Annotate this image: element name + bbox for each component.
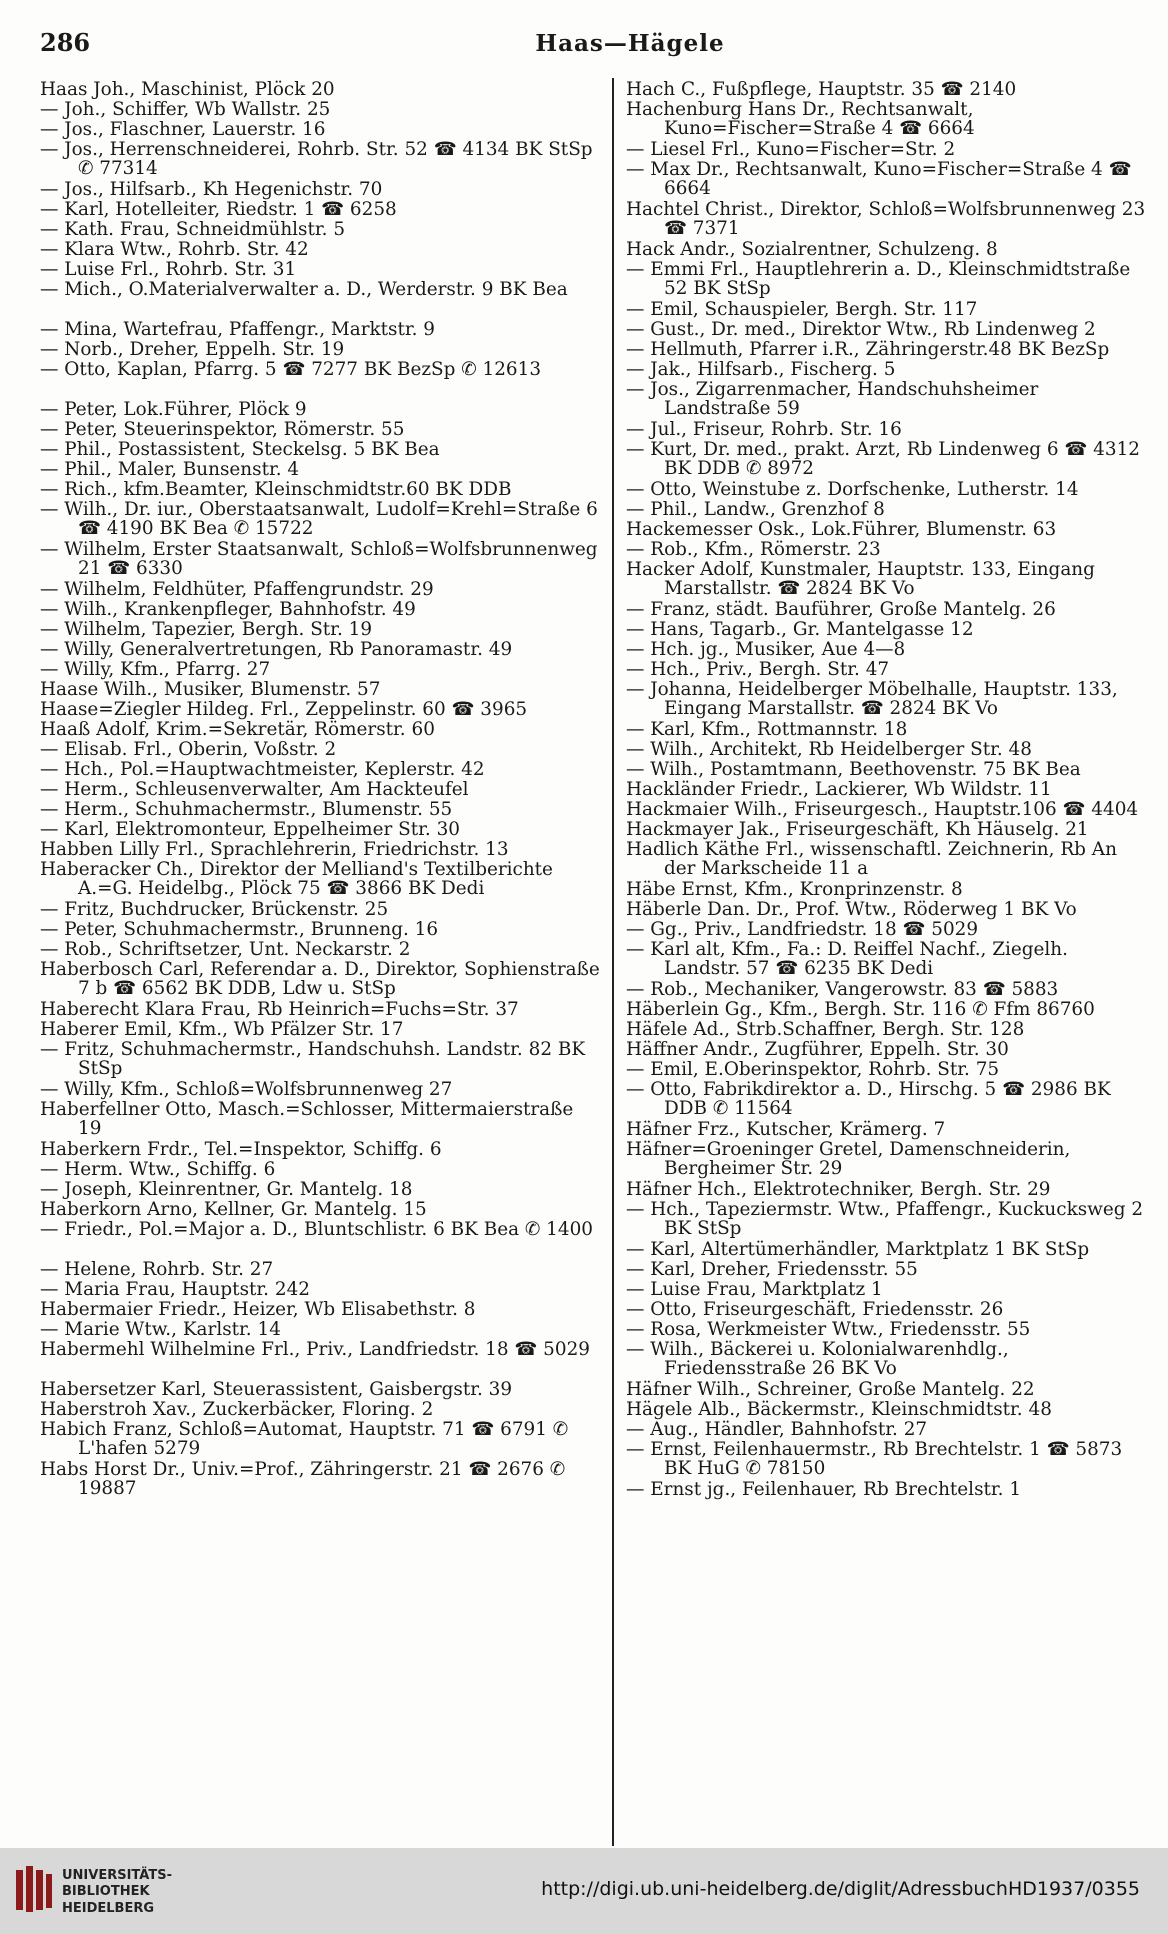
directory-entry: — Kurt, Dr. med., prakt. Arzt, Rb Lindenweg 6 ☎ 4312 BK DDB ✆ 8972 — [626, 440, 1140, 480]
directory-entry: — Herm., Schleusenverwalter, Am Hackteufel — [40, 780, 469, 800]
directory-entry: — Joseph, Kleinrentner, Gr. Mantelg. 18 — [40, 1180, 413, 1200]
directory-entry: — Karl, Dreher, Friedensstr. 55 — [626, 1260, 918, 1280]
directory-entry: Haberer Emil, Kfm., Wb Pfälzer Str. 17 — [40, 1020, 404, 1040]
directory-entry: — Rob., Kfm., Römerstr. 23 — [626, 540, 881, 560]
directory-entry: — Hch. jg., Musiker, Aue 4—8 — [626, 640, 906, 660]
right-column — [626, 80, 1150, 1500]
directory-entry: Habersetzer Karl, Steuerassistent, Gaisbergstr. 39 — [40, 1380, 513, 1400]
directory-entry: Häfner Hch., Elektrotechniker, Bergh. Str. 29 — [626, 1180, 1051, 1200]
directory-entry: — Klara Wtw., Rohrb. Str. 42 — [40, 240, 309, 260]
library-name-line: BIBLIOTHEK — [62, 1884, 150, 1900]
directory-entry: Haberkern Frdr., Tel.=Inspektor, Schiffg. 6 — [40, 1140, 442, 1160]
directory-entry: — Karl, Hotelleiter, Riedstr. 1 ☎ 6258 — [40, 200, 397, 220]
directory-entry: — Luise Frau, Marktplatz 1 — [626, 1280, 883, 1300]
directory-entry: Hach C., Fußpflege, Hauptstr. 35 ☎ 2140 — [626, 80, 1017, 100]
directory-entry: — Phil., Landw., Grenzhof 8 — [626, 500, 885, 520]
directory-entry: — Marie Wtw., Karlstr. 14 — [40, 1320, 281, 1340]
directory-entry: — Wilhelm, Feldhüter, Pfaffengrundstr. 29 — [40, 580, 434, 600]
directory-entry: — Johanna, Heidelberger Möbelhalle, Hauptstr. 133, Eingang Marstallstr. ☎ 2824 BK Vo — [626, 680, 1118, 720]
page-number: 286 — [40, 28, 91, 57]
directory-entry: — Elisab. Frl., Oberin, Voßstr. 2 — [40, 740, 337, 760]
directory-entry: Haberfellner Otto, Masch.=Schlosser, Mittermaierstraße 19 — [40, 1100, 574, 1140]
directory-entry: — Jak., Hilfsarb., Fischerg. 5 — [626, 360, 896, 380]
directory-entry: — Wilh., Architekt, Rb Heidelberger Str. 48 — [626, 740, 1032, 760]
directory-entry: — Liesel Frl., Kuno=Fischer=Str. 2 — [626, 140, 956, 160]
directory-entry: — Jul., Friseur, Rohrb. Str. 16 — [626, 420, 902, 440]
directory-entry: — Kath. Frau, Schneidmühlstr. 5 — [40, 220, 346, 240]
directory-entry: — Wilhelm, Erster Staatsanwalt, Schloß=Wolfsbrunnenweg 21 ☎ 6330 — [40, 540, 598, 580]
directory-entry: — Willy, Kfm., Schloß=Wolfsbrunnenweg 27 — [40, 1080, 453, 1100]
directory-entry: Hackmaier Wilh., Friseurgesch., Hauptstr.106 ☎ 4404 — [626, 800, 1139, 820]
directory-entry: — Aug., Händler, Bahnhofstr. 27 — [626, 1420, 928, 1440]
directory-entry: — Luise Frl., Rohrb. Str. 31 — [40, 260, 297, 280]
directory-entry: — Hch., Pol.=Hauptwachtmeister, Keplerstr. 42 — [40, 760, 485, 780]
directory-entry: Habich Franz, Schloß=Automat, Hauptstr. 71 ☎ 6791 ✆ L'hafen 5279 — [40, 1420, 569, 1460]
directory-entry: — Otto, Friseurgeschäft, Friedensstr. 26 — [626, 1300, 1004, 1320]
directory-entry: Hackemesser Osk., Lok.Führer, Blumenstr. 63 — [626, 520, 1057, 540]
directory-entry: — Willy, Kfm., Pfarrg. 27 — [40, 660, 271, 680]
directory-entry: — Jos., Zigarrenmacher, Handschuhsheimer Landstraße 59 — [626, 380, 1039, 420]
directory-entry: Häfner Wilh., Schreiner, Große Mantelg. 22 — [626, 1380, 1035, 1400]
directory-entry: — Max Dr., Rechtsanwalt, Kuno=Fischer=Straße 4 ☎ 6664 — [626, 160, 1132, 200]
directory-entry: — Norb., Dreher, Eppelh. Str. 19 — [40, 340, 345, 360]
directory-entry: — Rosa, Werkmeister Wtw., Friedensstr. 55 — [626, 1320, 1031, 1340]
directory-entry: — Phil., Postassistent, Steckelsg. 5 BK Bea — [40, 440, 440, 460]
source-url-link[interactable]: http://digi.ub.uni-heidelberg.de/diglit/AdressbuchHD1937/0355 — [541, 1878, 1140, 1900]
directory-entry: — Wilhelm, Tapezier, Bergh. Str. 19 — [40, 620, 373, 640]
directory-entry: Haberkorn Arno, Kellner, Gr. Mantelg. 15 — [40, 1200, 427, 1220]
directory-entry: Häfele Ad., Strb.Schaffner, Bergh. Str. 128 — [626, 1020, 1025, 1040]
directory-entry: — Fritz, Schuhmachermstr., Handschuhsh. Landstr. 82 BK StSp — [40, 1040, 586, 1080]
directory-entry: — Mina, Wartefrau, Pfaffengr., Marktstr. 9 — [40, 320, 436, 340]
directory-entry: — Hch., Tapeziermstr. Wtw., Pfaffengr., Kuckucksweg 2 BK StSp — [626, 1200, 1144, 1240]
directory-entry: Habs Horst Dr., Univ.=Prof., Zähringerstr. 21 ☎ 2676 ✆ 19887 — [40, 1460, 566, 1500]
directory-entry: — Karl, Altertümerhändler, Marktplatz 1 BK StSp — [626, 1240, 1090, 1260]
directory-entry: — Rob., Mechaniker, Vangerowstr. 83 ☎ 5883 — [626, 980, 1059, 1000]
directory-entry: — Willy, Generalvertretungen, Rb Panoramastr. 49 — [40, 640, 513, 660]
directory-entry: — Rob., Schriftsetzer, Unt. Neckarstr. 2 — [40, 940, 411, 960]
library-name-line: HEIDELBERG — [62, 1900, 155, 1916]
directory-entry: — Ernst, Feilenhauermstr., Rb Brechtelstr. 1 ☎ 5873 BK HuG ✆ 78150 — [626, 1440, 1123, 1480]
directory-entry: Haberacker Ch., Direktor der Melliand's Textilberichte A.=G. Heidelbg., Plöck 75 ☎ 3866 BK Dedi — [40, 860, 553, 900]
directory-entry: Haase=Ziegler Hildeg. Frl., Zeppelinstr. 60 ☎ 3965 — [40, 700, 528, 720]
directory-entry: Habermaier Friedr., Heizer, Wb Elisabethstr. 8 — [40, 1300, 476, 1320]
directory-entry: Haase Wilh., Musiker, Blumenstr. 57 — [40, 680, 381, 700]
directory-entry: Häberlein Gg., Kfm., Bergh. Str. 116 ✆ Ffm 86760 — [626, 1000, 1095, 1020]
running-head: Haas—Hägele — [535, 30, 725, 57]
library-name-line: UNIVERSITÄTS- — [62, 1868, 172, 1883]
directory-entry: — Emil, Schauspieler, Bergh. Str. 117 — [626, 300, 978, 320]
library-logo-icon — [14, 1864, 54, 1916]
directory-entry: Habermehl Wilhelmine Frl., Priv., Landfriedstr. 18 ☎ 5029 — [40, 1340, 590, 1360]
directory-entry: — Peter, Lok.Führer, Plöck 9 — [40, 400, 307, 420]
directory-entry: Hachenburg Hans Dr., Rechtsanwalt, Kuno=Fischer=Straße 4 ☎ 6664 — [626, 100, 975, 140]
directory-entry: Hackmayer Jak., Friseurgeschäft, Kh Häuselg. 21 — [626, 820, 1089, 840]
directory-entry: Haas Joh., Maschinist, Plöck 20 — [40, 80, 335, 100]
directory-entry: Haberecht Klara Frau, Rb Heinrich=Fuchs=Str. 37 — [40, 1000, 519, 1020]
directory-entry: — Wilh., Bäckerei u. Kolonialwarenhdlg., Friedensstraße 26 BK Vo — [626, 1340, 1009, 1380]
directory-entry: Häfner=Groeninger Gretel, Damenschneiderin, Bergheimer Str. 29 — [626, 1140, 1071, 1180]
directory-entry: — Herm., Schuhmachermstr., Blumenstr. 55 — [40, 800, 453, 820]
directory-entry: — Hans, Tagarb., Gr. Mantelgasse 12 — [626, 620, 974, 640]
footer-bar — [0, 1848, 1168, 1934]
directory-entry: Hacker Adolf, Kunstmaler, Hauptstr. 133, Eingang Marstallstr. ☎ 2824 BK Vo — [626, 560, 1095, 600]
directory-entry: — Maria Frau, Hauptstr. 242 — [40, 1280, 310, 1300]
directory-entry: — Karl, Kfm., Rottmannstr. 18 — [626, 720, 908, 740]
directory-entry: Hack Andr., Sozialrentner, Schulzeng. 8 — [626, 240, 998, 260]
directory-entry: Haaß Adolf, Krim.=Sekretär, Römerstr. 60 — [40, 720, 435, 740]
library-name — [62, 1868, 182, 1917]
directory-entry: Hadlich Käthe Frl., wissenschaftl. Zeichnerin, Rb An der Markscheide 11 a — [626, 840, 1117, 880]
directory-entry: Hachtel Christ., Direktor, Schloß=Wolfsbrunnenweg 23 ☎ 7371 — [626, 200, 1146, 240]
directory-entry: Häberle Dan. Dr., Prof. Wtw., Röderweg 1 BK Vo — [626, 900, 1077, 920]
directory-entry: — Emmi Frl., Hauptlehrerin a. D., Kleinschmidtstraße 52 BK StSp — [626, 260, 1131, 300]
directory-entry: — Peter, Steuerinspektor, Römerstr. 55 — [40, 420, 405, 440]
directory-entry: — Phil., Maler, Bunsenstr. 4 — [40, 460, 300, 480]
directory-entry: — Karl alt, Kfm., Fa.: D. Reiffel Nachf., Ziegelh. Landstr. 57 ☎ 6235 BK Dedi — [626, 940, 1069, 980]
directory-entry: — Gg., Priv., Landfriedstr. 18 ☎ 5029 — [626, 920, 979, 940]
directory-entry: — Wilh., Dr. iur., Oberstaatsanwalt, Ludolf=Krehl=Straße 6 ☎ 4190 BK Bea ✆ 15722 — [40, 500, 598, 540]
directory-entry: — Wilh., Postamtmann, Beethovenstr. 75 BK Bea — [626, 760, 1081, 780]
directory-entry: — Jos., Flaschner, Lauerstr. 16 — [40, 120, 326, 140]
directory-entry: — Jos., Herrenschneiderei, Rohrb. Str. 52 ☎ 4134 BK StSp ✆ 77314 — [40, 140, 593, 180]
left-column — [40, 80, 600, 1500]
directory-entry: Habben Lilly Frl., Sprachlehrerin, Friedrichstr. 13 — [40, 840, 509, 860]
directory-entry: Häfner Frz., Kutscher, Krämerg. 7 — [626, 1120, 946, 1140]
directory-entry: — Otto, Kaplan, Pfarrg. 5 ☎ 7277 BK BezSp ✆ 12613 — [40, 360, 542, 380]
directory-entry: — Franz, städt. Bauführer, Große Mantelg. 26 — [626, 600, 1056, 620]
directory-entry: — Hch., Priv., Bergh. Str. 47 — [626, 660, 890, 680]
directory-entry: — Hellmuth, Pfarrer i.R., Zähringerstr.48 BK BezSp — [626, 340, 1110, 360]
directory-entry: — Otto, Weinstube z. Dorfschenke, Lutherstr. 14 — [626, 480, 1079, 500]
directory-entry: — Jos., Hilfsarb., Kh Hegenichstr. 70 — [40, 180, 383, 200]
directory-entry: — Rich., kfm.Beamter, Kleinschmidtstr.60 BK DDB — [40, 480, 512, 500]
directory-entry: — Karl, Elektromonteur, Eppelheimer Str. 30 — [40, 820, 460, 840]
directory-entry: — Peter, Schuhmachermstr., Brunneng. 16 — [40, 920, 439, 940]
directory-entry: — Helene, Rohrb. Str. 27 — [40, 1260, 274, 1280]
directory-entry: — Emil, E.Oberinspektor, Rohrb. Str. 75 — [626, 1060, 1000, 1080]
directory-entry: Häbe Ernst, Kfm., Kronprinzenstr. 8 — [626, 880, 963, 900]
directory-entry: — Otto, Fabrikdirektor a. D., Hirschg. 5 ☎ 2986 BK DDB ✆ 11564 — [626, 1080, 1111, 1120]
directory-entry: — Wilh., Krankenpfleger, Bahnhofstr. 49 — [40, 600, 416, 620]
directory-entry: — Ernst jg., Feilenhauer, Rb Brechtelstr. 1 — [626, 1480, 1022, 1500]
directory-entry: Häffner Andr., Zugführer, Eppelh. Str. 30 — [626, 1040, 1009, 1060]
directory-entry: — Gust., Dr. med., Direktor Wtw., Rb Lindenweg 2 — [626, 320, 1096, 340]
directory-entry: Hägele Alb., Bäckermstr., Kleinschmidtstr. 48 — [626, 1400, 1052, 1420]
directory-entry: — Fritz, Buchdrucker, Brückenstr. 25 — [40, 900, 389, 920]
directory-entry: Hackländer Friedr., Lackierer, Wb Wildstr. 11 — [626, 780, 1052, 800]
directory-entry: — Herm. Wtw., Schiffg. 6 — [40, 1160, 276, 1180]
directory-entry: — Mich., O.Materialverwalter a. D., Werderstr. 9 BK Bea — [40, 280, 568, 300]
column-divider — [612, 78, 614, 1846]
directory-entry: — Joh., Schiffer, Wb Wallstr. 25 — [40, 100, 331, 120]
directory-entry: — Friedr., Pol.=Major a. D., Bluntschlistr. 6 BK Bea ✆ 1400 — [40, 1220, 593, 1240]
directory-entry: Haberstroh Xav., Zuckerbäcker, Floring. 2 — [40, 1400, 434, 1420]
directory-entry: Haberbosch Carl, Referendar a. D., Direktor, Sophienstraße 7 b ☎ 6562 BK DDB, Ldw u. StSp — [40, 960, 600, 1000]
